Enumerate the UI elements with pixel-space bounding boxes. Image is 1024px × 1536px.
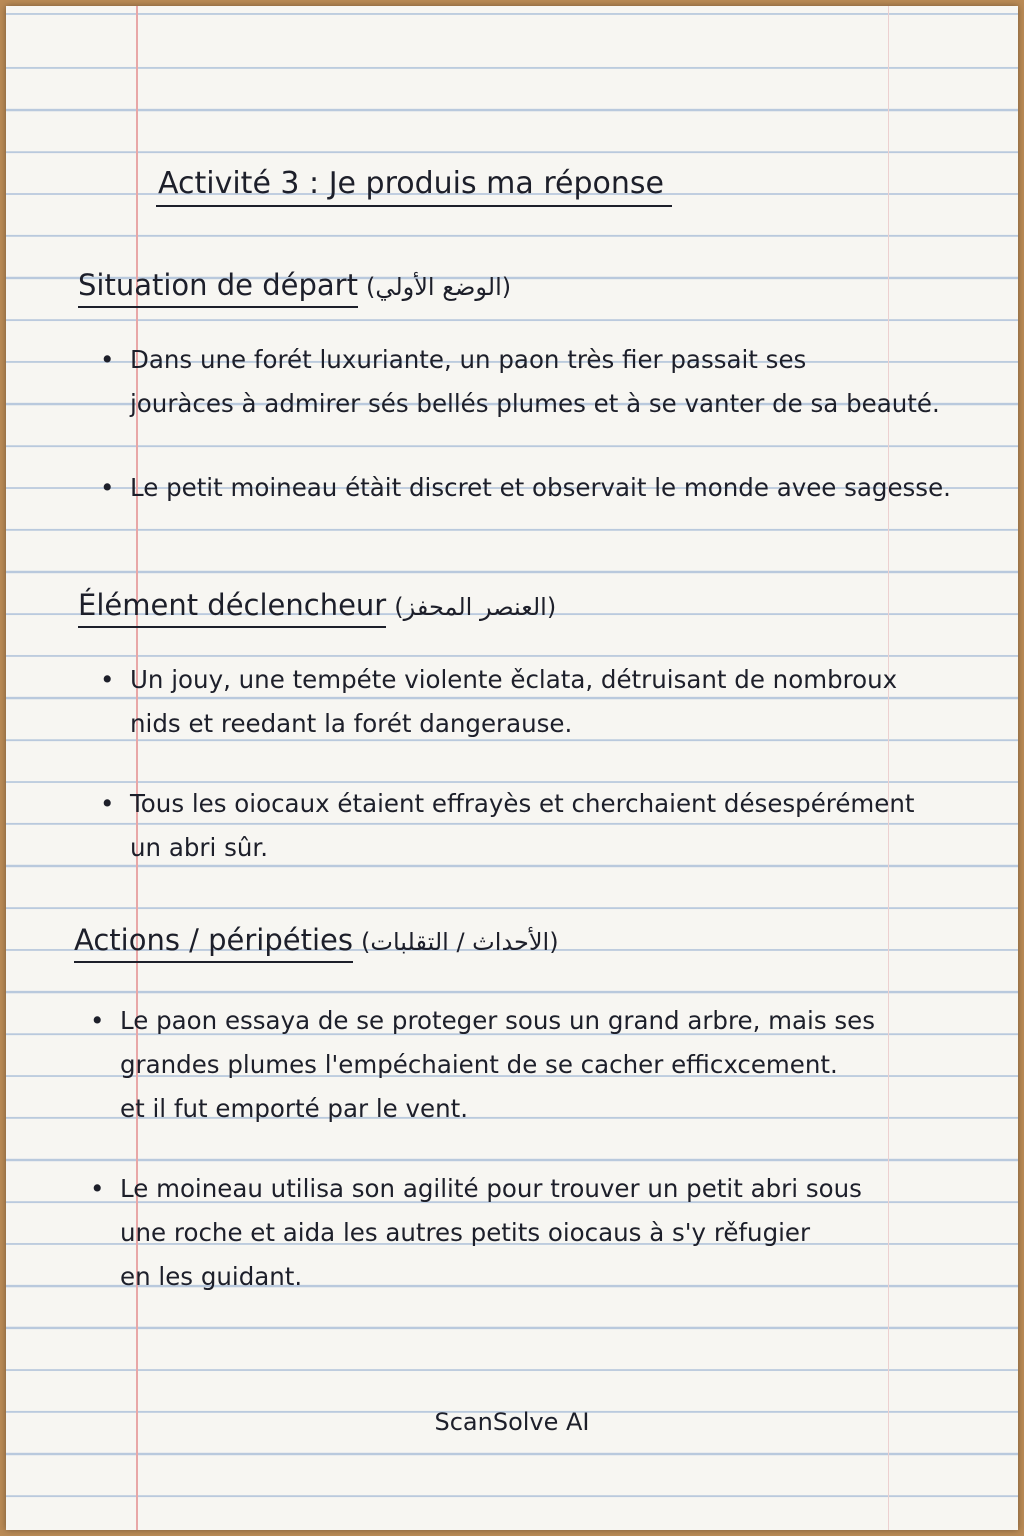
margin-line [136,6,138,1530]
page-title: Activité 3 : Je produis ma réponse [156,166,672,207]
bullet-line: Dans une forét luxuriante, un paon très fier passait ses [130,345,807,374]
bullet-dot: • [100,345,115,374]
bullet-line: grandes plumes l'empéchaient de se cacher efficxcement. [120,1050,838,1079]
bullet-dot: • [100,789,115,818]
bullet-dot: • [100,665,115,694]
bullet-dot: • [90,1174,105,1203]
bullet-line: Un jouy, une tempéte violente ěclata, détruisant de nombroux [130,665,898,694]
section-heading-situation [78,268,511,302]
bullet-item [100,466,951,510]
bullet-line: Le moineau utilisa son agilité pour trouver un petit abri sous [120,1174,862,1203]
bullet-line: jouràces à admirer sés bellés plumes et à se vanter de sa beauté. [130,389,940,418]
heading-arabic: (العنصر المحفز) [394,593,557,621]
heading-french: Situation de départ [78,268,358,308]
margin-line-right [888,6,889,1530]
bullet-line: Le petit moineau étàit discret et observait le monde avee sagesse. [130,473,951,502]
heading-french: Élément déclencheur [78,588,386,628]
bullet-line: un abri sûr. [130,833,268,862]
section-heading-actions [74,923,559,957]
heading-arabic: (الوضع الأولي) [365,273,512,301]
bullet-line: Le paon essaya de se proteger sous un grand arbre, mais ses [120,1006,875,1035]
bullet-line: une roche et aida les autres petits oiocaus à s'y rěfugier [120,1218,811,1247]
bullet-line: et il fut emporté par le vent. [120,1094,469,1123]
footer-watermark: ScanSolve AI [434,1408,590,1436]
notebook-page [6,6,1018,1530]
heading-french: Actions / péripéties [74,923,353,963]
section-heading-element [78,588,556,622]
bullet-dot: • [100,473,115,502]
bullet-item [90,1167,862,1299]
bullet-item [100,338,940,426]
bullet-item [100,782,915,870]
bullet-line: en les guidant. [120,1262,303,1291]
bullet-dot: • [90,1006,105,1035]
bullet-line: nids et reedant la forét dangerause. [130,709,573,738]
bullet-item [90,999,875,1131]
heading-arabic: (الأحداث / التقلبات) [361,928,559,956]
bullet-item [100,658,898,746]
bullet-line: Tous les oiocaux étaient effrayès et cherchaient désespérément [130,789,915,818]
